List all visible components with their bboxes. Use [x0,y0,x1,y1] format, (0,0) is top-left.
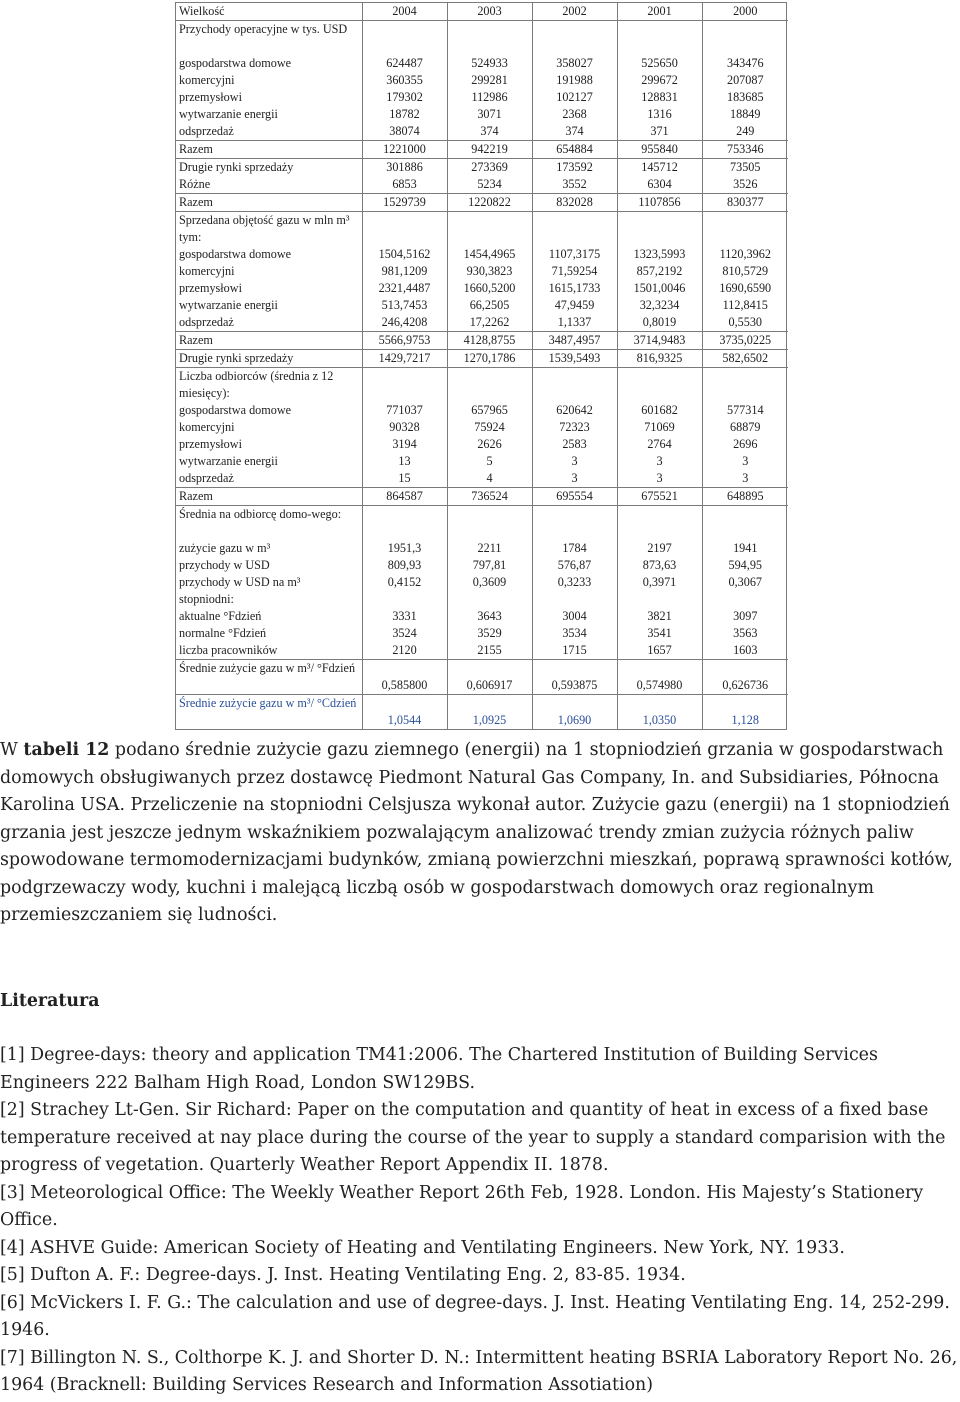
table-row [176,642,788,660]
row-label: przemysłowi [176,280,362,297]
cell-value: 3 [617,453,702,470]
cell-value: 524933 [447,55,532,72]
row-label: Liczba odbiorców (średnia z 12 miesięcy): [176,368,362,403]
cell-value [447,591,532,608]
cell-value: 2211 [447,540,532,557]
row-label: gospodarstwa domowe [176,246,362,263]
cell-value: 179302 [362,89,447,106]
table-row [176,625,788,642]
cell-value: 1603 [702,642,788,660]
literature-heading: Literatura [0,991,100,1011]
cell-value: 3714,9483 [617,332,702,350]
cell-value: 1220822 [447,194,532,212]
cell-value: 3071 [447,106,532,123]
row-label: Przychody operacyjne w tys. USD [176,21,362,56]
row-label: wytwarzanie energii [176,106,362,123]
cell-value: 1107856 [617,194,702,212]
cell-value: 0,3067 [702,574,788,591]
table-row [176,280,788,297]
cell-value [617,506,702,541]
cell-value: 3821 [617,608,702,625]
cell-value [362,591,447,608]
cell-value: 191988 [532,72,617,89]
cell-value: 816,9325 [617,350,702,368]
cell-value [447,368,532,403]
cell-value [532,212,617,247]
row-label: Razem [176,488,362,506]
cell-value [617,591,702,608]
cell-value: 3194 [362,436,447,453]
header-label: Wielkość [176,3,362,21]
cell-value: 753346 [702,141,788,159]
cell-value: 66,2505 [447,297,532,314]
cell-value: 1501,0046 [617,280,702,297]
cell-value: 620642 [532,402,617,419]
cell-value: 3097 [702,608,788,625]
cell-value [702,506,788,541]
header-year: 2000 [702,3,788,21]
table-row [176,402,788,419]
row-label: odsprzedaż [176,314,362,332]
table-row [176,608,788,625]
table-row [176,368,788,403]
paragraph-lead: W [0,740,24,760]
cell-value: 3526 [702,176,788,194]
cell-value: 1454,4965 [447,246,532,263]
cell-value: 4 [447,470,532,488]
cell-value: 657965 [447,402,532,419]
cell-value: 830377 [702,194,788,212]
cell-value: 1951,3 [362,540,447,557]
cell-value [702,21,788,56]
row-label: zużycie gazu w m³ [176,540,362,557]
cell-value: 71,59254 [532,263,617,280]
reference-item: [2] Strachey Lt-Gen. Sir Richard: Paper on the computation and quantity of heat in excess of a fixed base temperature received at nay place during the course of the year to supply a standard comparision with the progress of vegetation. Quarterly Weather Report Appendix II. 1878. [0,1100,946,1175]
cell-value: 1323,5993 [617,246,702,263]
cell-value: 3 [532,470,617,488]
cell-value [702,368,788,403]
cell-value: 832028 [532,194,617,212]
cell-value: 17,2262 [447,314,532,332]
table-row [176,141,788,159]
cell-value: 2321,4487 [362,280,447,297]
row-label: przemysłowi [176,89,362,106]
cell-value: 3735,0225 [702,332,788,350]
cell-value: 594,95 [702,557,788,574]
cell-value: 18849 [702,106,788,123]
cell-value: 1529739 [362,194,447,212]
cell-value: 809,93 [362,557,447,574]
cell-value [702,212,788,247]
header-year: 2002 [532,3,617,21]
paragraph-table-ref: tabeli 12 [23,740,110,760]
row-label: komercyjni [176,263,362,280]
table-row [176,332,788,350]
reference-item: [7] Billington N. S., Colthorpe K. J. and Shorter D. N.: Intermittent heating BSRIA Laboratory Report No. 26, 1964 (Bracknell: Building Services Research and Information Assotiation) [0,1347,958,1395]
row-label: gospodarstwa domowe [176,55,362,72]
cell-value: 3534 [532,625,617,642]
cell-value: 374 [447,123,532,141]
header-year: 2004 [362,3,447,21]
table-row [176,419,788,436]
row-label: stopniodni: [176,591,362,608]
cell-value: 797,81 [447,557,532,574]
cell-value: 0,585800 [362,660,447,695]
row-label: Drugie rynki sprzedaży [176,350,362,368]
reference-item: [5] Dufton A. F.: Degree-days. J. Inst. Heating Ventilating Eng. 2, 83-85. 1934. [0,1265,686,1285]
cell-value: 0,574980 [617,660,702,695]
cell-value: 90328 [362,419,447,436]
cell-value: 68879 [702,419,788,436]
cell-value: 810,5729 [702,263,788,280]
cell-value: 273369 [447,159,532,177]
reference-item: [4] ASHVE Guide: American Society of Heating and Ventilating Engineers. New York, NY. 1933. [0,1237,845,1258]
cell-value: 942219 [447,141,532,159]
cell-value: 0,3971 [617,574,702,591]
cell-value [617,212,702,247]
cell-value: 102127 [532,89,617,106]
cell-value: 1615,1733 [532,280,617,297]
cell-value: 736524 [447,488,532,506]
cell-value: 32,3234 [617,297,702,314]
cell-value: 358027 [532,55,617,72]
cell-value: 1784 [532,540,617,557]
cell-value: 955840 [617,141,702,159]
table-row [176,106,788,123]
cell-value: 3 [702,453,788,470]
cell-value [617,368,702,403]
cell-value: 1,1337 [532,314,617,332]
cell-value [702,591,788,608]
row-label: Razem [176,194,362,212]
cell-value: 371 [617,123,702,141]
row-label: odsprzedaż [176,470,362,488]
cell-value: 0,4152 [362,574,447,591]
cell-value [362,368,447,403]
cell-value: 3 [617,470,702,488]
paragraph-text: podano średnie zużycie gazu ziemnego (energii) na 1 stopniodzień grzania w gospodarstwach domowych obsługiwanych przez dostawcę Piedmont Natural Gas Company, In. and Subsidiaries, Północna Karolina USA. Przeliczenie na stopniodni Celsjusza wykonał autor. Zużycie gazu (energii) na 1 stopniodzień grzania jest jeszcze jednym wskaźnikiem pozwalającym analizować trendy zmian zużycia różnych paliw spowodowane termomodernizacjami budynków, zmianą powierzchni mieszkań, poprawą sprawności kotłów, podgrzewaczy wody, kuchni i malejącą liczbą osób w gospodarstwach domowych oraz regionalnym przemieszczaniem się ludności. [0,740,953,925]
cell-value: 18782 [362,106,447,123]
table-row [176,314,788,332]
cell-value [362,21,447,56]
cell-value [532,368,617,403]
cell-value: 582,6502 [702,350,788,368]
cell-value: 207087 [702,72,788,89]
row-label: wytwarzanie energii [176,453,362,470]
row-label: Razem [176,141,362,159]
cell-value: 601682 [617,402,702,419]
reference-item: [1] Degree-days: theory and application TM41:2006. The Chartered Institution of Building Services Engineers 222 Balham High Road, London SW129BS. [0,1045,878,1093]
row-label: komercyjni [176,419,362,436]
table-row [176,194,788,212]
cell-value: 1,0544 [362,695,447,730]
cell-value: 4128,8755 [447,332,532,350]
cell-value: 695554 [532,488,617,506]
cell-value [617,21,702,56]
cell-value: 2626 [447,436,532,453]
cell-value: 648895 [702,488,788,506]
cell-value: 513,7453 [362,297,447,314]
cell-value: 3487,4957 [532,332,617,350]
cell-value: 128831 [617,89,702,106]
cell-value: 930,3823 [447,263,532,280]
cell-value: 525650 [617,55,702,72]
cell-value: 71069 [617,419,702,436]
row-label: Średnia na odbiorcę domo-wego: [176,506,362,541]
cell-value: 75924 [447,419,532,436]
cell-value: 112986 [447,89,532,106]
cell-value: 1,0925 [447,695,532,730]
table-row [176,453,788,470]
cell-value [532,591,617,608]
cell-value: 5234 [447,176,532,194]
cell-value [447,21,532,56]
cell-value: 72323 [532,419,617,436]
cell-value: 0,3609 [447,574,532,591]
cell-value: 1107,3175 [532,246,617,263]
cell-value: 301886 [362,159,447,177]
cell-value: 857,2192 [617,263,702,280]
row-label: przychody w USD [176,557,362,574]
cell-value: 299672 [617,72,702,89]
cell-value: 5 [447,453,532,470]
cell-value: 771037 [362,402,447,419]
cell-value [362,506,447,541]
cell-value: 73505 [702,159,788,177]
cell-value: 864587 [362,488,447,506]
table-row [176,574,788,591]
cell-value: 3 [702,470,788,488]
row-label: normalne °Fdzień [176,625,362,642]
cell-value: 3331 [362,608,447,625]
table-row [176,21,788,56]
table-row [176,72,788,89]
table-row [176,159,788,177]
row-label: Średnie zużycie gazu w m³/ °Cdzień [176,695,362,730]
cell-value: 183685 [702,89,788,106]
body-paragraph [0,737,958,930]
cell-value: 576,87 [532,557,617,574]
cell-value: 5566,9753 [362,332,447,350]
cell-value: 1221000 [362,141,447,159]
table-header-row [176,3,788,21]
cell-value: 1715 [532,642,617,660]
cell-value: 2197 [617,540,702,557]
cell-value: 1429,7217 [362,350,447,368]
row-label: gospodarstwa domowe [176,402,362,419]
row-label: Razem [176,332,362,350]
table-row [176,350,788,368]
cell-value: 0,593875 [532,660,617,695]
row-label: Średnie zużycie gazu w m³/ °Fdzień [176,660,362,695]
row-label: przemysłowi [176,436,362,453]
cell-value: 1,0350 [617,695,702,730]
cell-value: 1,0690 [532,695,617,730]
table-row [176,176,788,194]
cell-value: 145712 [617,159,702,177]
cell-value: 0,5530 [702,314,788,332]
row-label: Drugie rynki sprzedaży [176,159,362,177]
cell-value: 1660,5200 [447,280,532,297]
table-row [176,55,788,72]
cell-value: 0,8019 [617,314,702,332]
table-row [176,246,788,263]
table-row [176,436,788,453]
cell-value: 6304 [617,176,702,194]
cell-value: 1657 [617,642,702,660]
cell-value: 3541 [617,625,702,642]
cell-value: 3524 [362,625,447,642]
table-row [176,89,788,106]
cell-value: 15 [362,470,447,488]
table-row [176,540,788,557]
reference-item: [3] Meteorological Office: The Weekly Weather Report 26th Feb, 1928. London. His Majesty’s Stationery Office. [0,1182,924,1230]
cell-value: 0,606917 [447,660,532,695]
cell-value: 981,1209 [362,263,447,280]
row-label: Różne [176,176,362,194]
cell-value: 3529 [447,625,532,642]
table-row [176,212,788,247]
cell-value: 374 [532,123,617,141]
table-row [176,297,788,314]
table-row [176,488,788,506]
row-label: przychody w USD na m³ [176,574,362,591]
cell-value: 1690,6590 [702,280,788,297]
cell-value: 3004 [532,608,617,625]
cell-value: 0,3233 [532,574,617,591]
cell-value [362,212,447,247]
cell-value: 6853 [362,176,447,194]
references-list [0,1042,958,1400]
cell-value: 1316 [617,106,702,123]
cell-value [447,506,532,541]
cell-value: 360355 [362,72,447,89]
cell-value: 1,128 [702,695,788,730]
gas-table [176,3,788,729]
cell-value: 2120 [362,642,447,660]
cell-value: 246,4208 [362,314,447,332]
cell-value: 2764 [617,436,702,453]
cell-value: 299281 [447,72,532,89]
cell-value: 1941 [702,540,788,557]
cell-value: 2696 [702,436,788,453]
cell-value: 2155 [447,642,532,660]
cell-value: 173592 [532,159,617,177]
table-row [176,470,788,488]
cell-value [447,212,532,247]
row-label: wytwarzanie energii [176,297,362,314]
row-label: Sprzedana objętość gazu w mln m³ tym: [176,212,362,247]
table-row [176,695,788,730]
cell-value: 1120,3962 [702,246,788,263]
cell-value: 873,63 [617,557,702,574]
cell-value: 13 [362,453,447,470]
header-year: 2003 [447,3,532,21]
cell-value: 2583 [532,436,617,453]
table-row [176,123,788,141]
cell-value: 654884 [532,141,617,159]
reference-item: [6] McVickers I. F. G.: The calculation and use of degree-days. J. Inst. Heating Ventilating Eng. 14, 252-299. 1946. [0,1292,950,1340]
row-label: komercyjni [176,72,362,89]
cell-value: 3563 [702,625,788,642]
cell-value: 1270,1786 [447,350,532,368]
table-row [176,591,788,608]
cell-value: 2368 [532,106,617,123]
cell-value: 38074 [362,123,447,141]
row-label: liczba pracowników [176,642,362,660]
cell-value: 624487 [362,55,447,72]
header-year: 2001 [617,3,702,21]
row-label: aktualne °Fdzień [176,608,362,625]
table-row [176,660,788,695]
table-row [176,506,788,541]
row-label: odsprzedaż [176,123,362,141]
cell-value: 3552 [532,176,617,194]
cell-value: 1539,5493 [532,350,617,368]
table-row [176,557,788,574]
gas-statistics-table [175,2,787,730]
cell-value: 343476 [702,55,788,72]
cell-value: 3643 [447,608,532,625]
cell-value: 3 [532,453,617,470]
cell-value: 1504,5162 [362,246,447,263]
cell-value [532,21,617,56]
cell-value: 112,8415 [702,297,788,314]
cell-value: 0,626736 [702,660,788,695]
cell-value [532,506,617,541]
cell-value: 249 [702,123,788,141]
cell-value: 675521 [617,488,702,506]
cell-value: 47,9459 [532,297,617,314]
table-row [176,263,788,280]
cell-value: 577314 [702,402,788,419]
